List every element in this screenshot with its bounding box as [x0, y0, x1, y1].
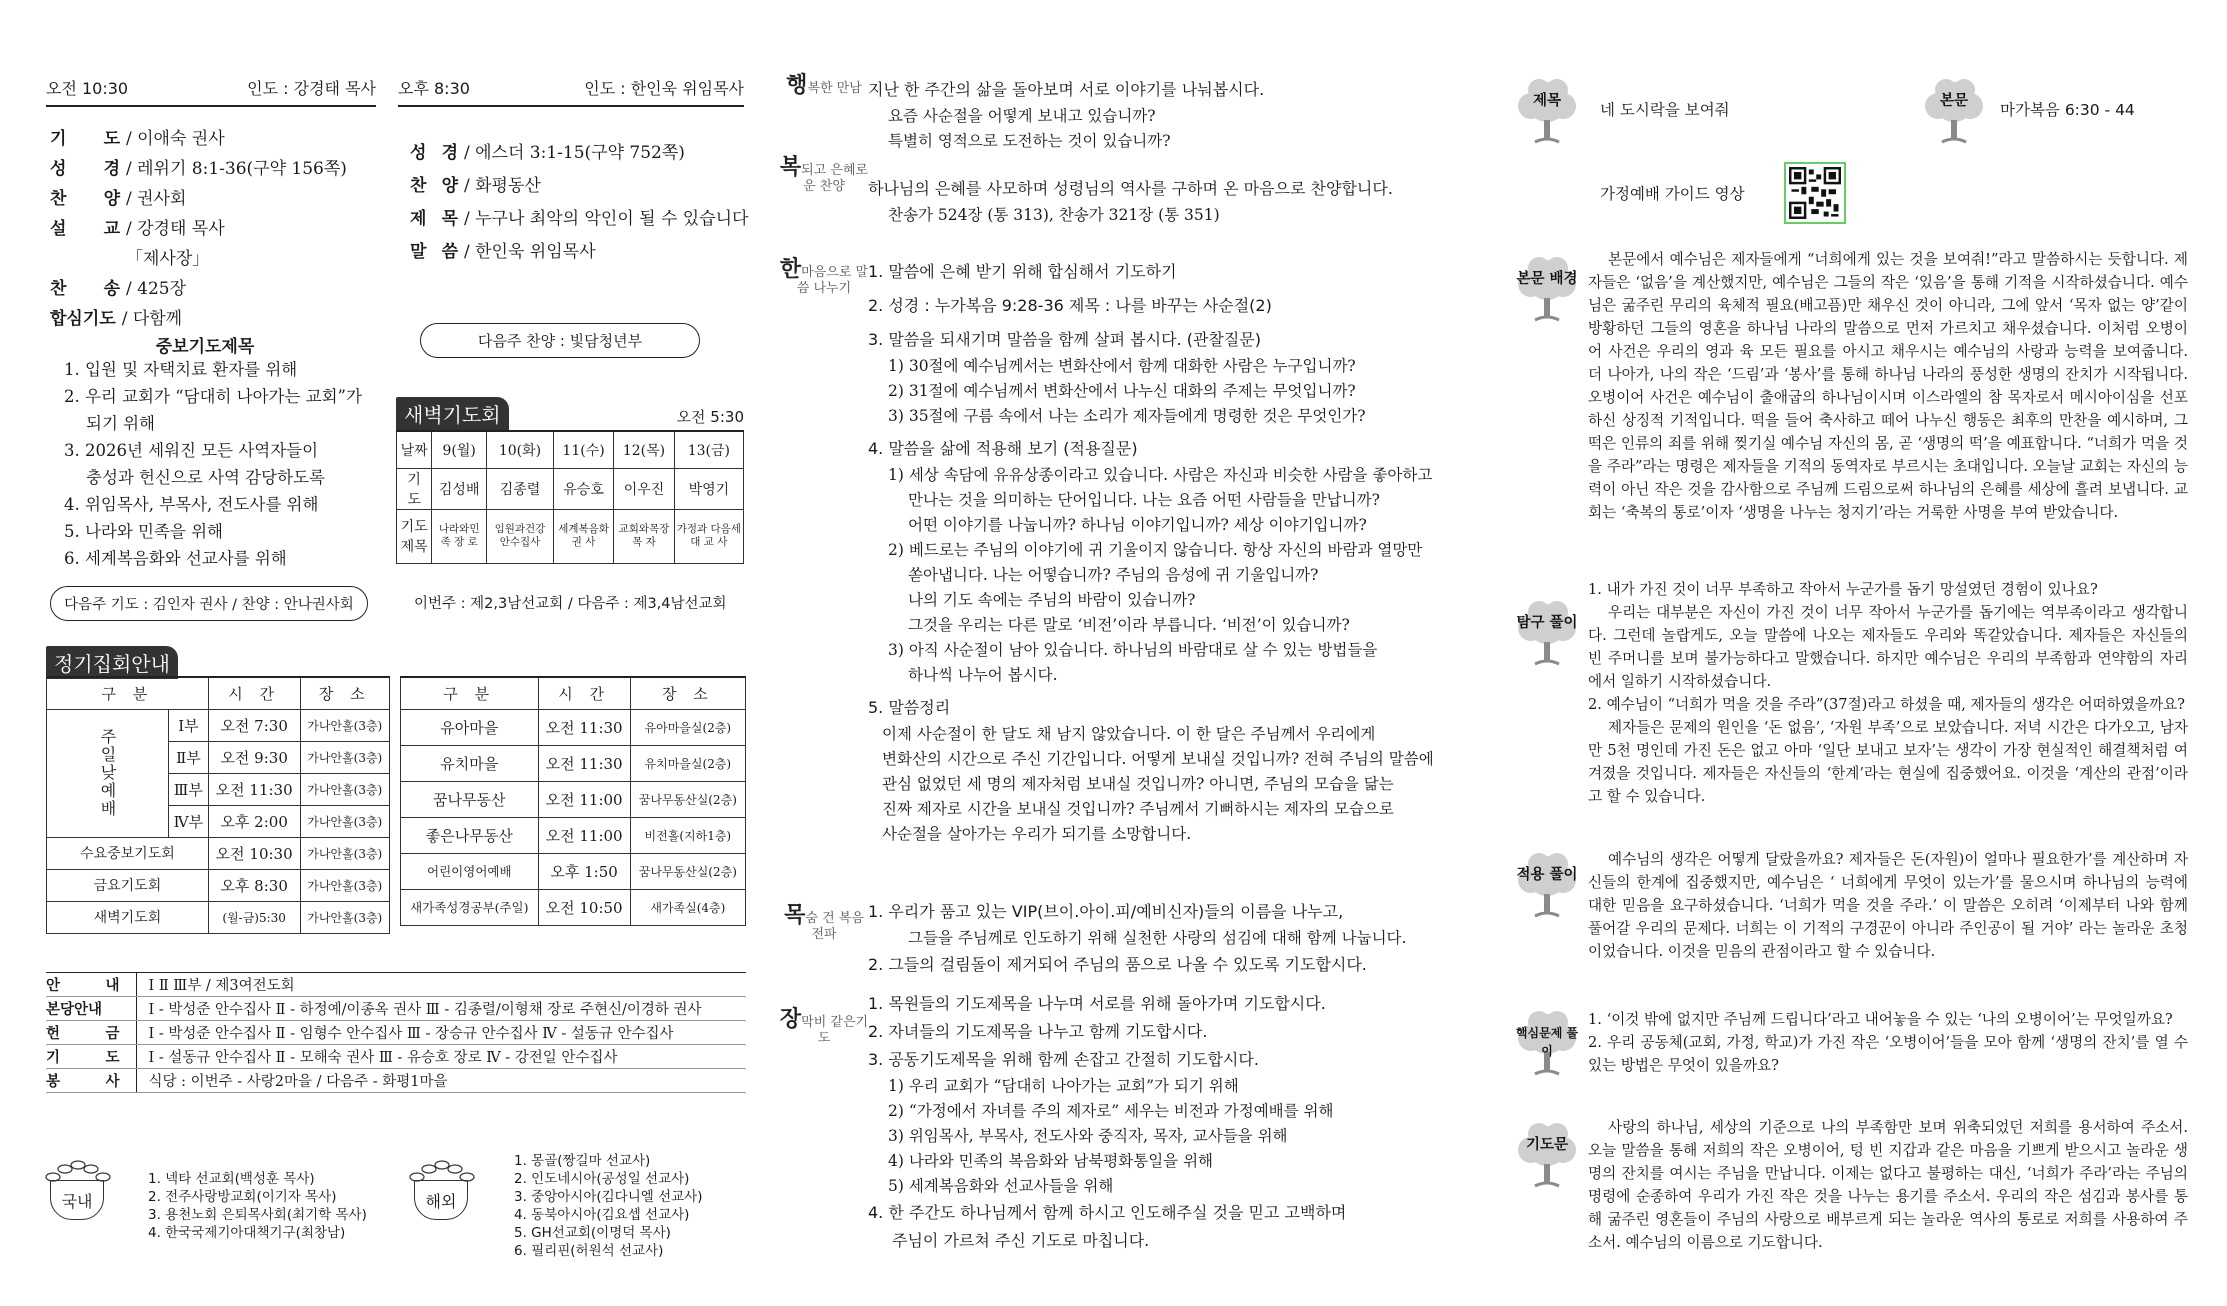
text-line: 1. 우리가 품고 있는 VIP(브이.아이.피/예비신자)들의 이름을 나누고, — [868, 902, 1344, 921]
meeting-table-right — [400, 676, 746, 926]
mission-item: 4. 한국국제기아대책기구(최창남) — [148, 1225, 346, 1241]
worship-row — [50, 154, 380, 184]
explore-text — [1588, 578, 2188, 808]
text-line: 하나님의 은혜를 사모하며 성령님의 역사를 구하며 온 마음으로 찬양합니다. — [868, 179, 1393, 198]
core-paragraph: 1. ‘이것 밖에 없지만 주님께 드립니다’라고 내어놓을 수 있는 ‘나의 오병이어’는 무엇일까요? — [1588, 1011, 2173, 1028]
worship-value: / 권사회 — [126, 189, 187, 209]
tree-label: 탐구 풀이 — [1516, 615, 1578, 631]
meeting-cell: Ⅲ부 — [169, 773, 209, 805]
text-line: 그들을 주님께로 인도하기 위해 실천한 사랑의 섬김에 대해 함께 나눕니다. — [908, 929, 1407, 947]
service-key: 기 도 — [46, 1045, 136, 1069]
text-line: 5) 세계복음화와 선교사들을 위해 — [888, 1177, 1114, 1195]
am-worship-order — [50, 124, 380, 334]
explore-paragraph: 우리는 대부분은 자신이 가진 것이 너무 작아서 누군가를 돕기에는 역부족이라고 생각합니다. 그런데 놀랍게도, 오늘 말씀에 나오는 제자들도 우리와 똑같았습니다. 제자들은 자신들의 빈 주머니를 보며 불가능하다고 말했습니다. 하지만 예수님은 우리의 부족함과 연약함의 자리에서 일하기 시작하셨습니다. — [1588, 604, 2188, 690]
guide-label: 가정예배 가이드 영상 — [1600, 185, 1745, 203]
text-line: 1) 30절에 예수님께서는 변화산에서 함께 대화한 사람은 누구입니까? — [888, 357, 1356, 375]
text-line: 3. 공동기도제목을 위해 함께 손잡고 간절히 기도합시다. — [868, 1050, 1259, 1069]
overseas-wreath — [414, 1180, 468, 1220]
text-line: 3) 35절에 구름 속에서 나는 소리가 제자들에게 명령한 것은 무엇인가? — [888, 407, 1366, 425]
dawn-section — [396, 397, 744, 564]
meeting-cell: 오후 2:00 — [208, 805, 300, 837]
explore-paragraph: 제자들은 문제의 원인을 ‘돈 없음’, ‘자원 부족’으로 보았습니다. 저녁 시간은 다가오고, 남자만 5천 명인데 가진 돈은 없고 아마 ‘일단 보내고 보자’는 생각이 가장 현실적인 해결책처럼 여겨졌을 것입니다. 제자들은 자신들의 ‘한계’라는 현실에 집중했어요. 이것을 ‘계산의 관점’이라고 할 수 있습니다. — [1588, 719, 2188, 805]
pm-time: 오후 8:30 — [398, 79, 470, 98]
text-line: 사순절을 살아가는 우리가 되기를 소망합니다. — [882, 825, 1192, 843]
tree-label: 제목 — [1532, 93, 1561, 109]
text-line: 만나는 것을 의미하는 단어입니다. 나는 요즘 어떤 사람들을 만납니까? — [908, 491, 1380, 509]
section-word — [868, 258, 1498, 847]
dawn-time: 오전 5:30 — [676, 408, 744, 426]
text-line: 찬송가 524장 (통 313), 찬송가 321장 (통 351) — [888, 206, 1220, 224]
worship-row — [50, 304, 380, 334]
pm-header — [398, 76, 744, 107]
side-label-5: 장막비 같은기도 — [779, 1007, 869, 1046]
worship-value: / 레위기 8:1-36(구약 156쪽) — [126, 159, 347, 179]
text-line: 4) 나라와 민족의 복음화와 남북평화통일을 위해 — [888, 1152, 1214, 1170]
meeting-cell: 꿈나무동산실(2층) — [630, 781, 745, 817]
service-value: Ⅰ - 설동규 안수집사 Ⅱ - 모해숙 권사 Ⅲ - 유승호 장로 Ⅳ - 강전일 안수집사 — [136, 1045, 746, 1069]
meeting-cell: 오전 11:00 — [538, 781, 630, 817]
dawn-pray-cell: 기 도 — [397, 468, 432, 509]
text-line: 2. 자녀들의 기도제목을 나누고 함께 기도합시다. — [868, 1022, 1208, 1041]
text-line: 1) 세상 속담에 유유상종이라고 있습니다. 사람은 자신과 비슷한 사람을 좋아하고 — [888, 466, 1433, 484]
service-key: 봉 사 — [46, 1069, 136, 1093]
next-praise: 다음주 찬양 : 빛담청년부 — [420, 323, 700, 358]
meeting-cell: 새가족실(4층) — [630, 889, 745, 925]
dawn-head-cell: 9(월) — [432, 431, 487, 468]
prayer-text: 사랑의 하나님, 세상의 기준으로 나의 부족함만 보며 위축되었던 저희를 용서하여 주소서. 오늘 말씀을 통해 저희의 작은 오병이어, 텅 빈 지갑과 같은 마음을 기쁘게 받으시고 놀라운 생명의 잔치를 여시는 주님을 만납니다. 이제는 없다고 불평하는 대신, ‘너희가 주라’라는 주님의 명령에 순종하여 우리가 가진 작은 것을 나누는 용기를 주소서. 우리의 작은 섬김과 봉사를 통해 굶주린 영혼들이 주님의 사랑으로 배부르게 되는 놀라운 역사의 통로로 저희를 사용하여 주소서. 예수님의 이름으로 기도합니다. — [1588, 1119, 2188, 1251]
dawn-topic-cell: 나라와민족 장 로 — [432, 509, 487, 563]
text-line: 2. 그들의 걸림돌이 제거되어 주님의 품으로 나올 수 있도록 기도합시다. — [868, 955, 1367, 974]
mission-item: 3. 중앙아시아(김다니엘 선교사) — [514, 1189, 703, 1205]
label-explore — [1515, 600, 1579, 670]
mission-item: 5. GH선교회(이명덕 목사) — [514, 1225, 671, 1241]
dawn-table — [396, 430, 744, 564]
dawn-topic-cell: 가정과 다음세대 교 사 — [674, 509, 743, 563]
worship-key: 말 씀 — [410, 242, 458, 262]
worship-key: 성 경 — [410, 143, 458, 163]
worship-key: 찬 양 — [410, 176, 458, 196]
meeting-cell: 오전 11:30 — [208, 773, 300, 805]
service-value: Ⅰ - 박성준 안수집사 Ⅱ - 하정예/이종옥 권사 Ⅲ - 김종렬/이형채 장로 주현신/이경하 권사 — [136, 997, 746, 1021]
overseas-label: 해외 — [425, 1191, 457, 1211]
meeting-cell: 가나안홀(3층) — [300, 773, 390, 805]
worship-value: / 누구나 최악의 악인이 될 수 있습니다 — [464, 209, 749, 229]
meeting-cell: 유치마을실(2층) — [630, 745, 745, 781]
text-line: 1. 말씀에 은혜 받기 위해 합심해서 기도하기 — [868, 262, 1177, 281]
worship-key: 찬 양 — [50, 189, 120, 209]
meeting-cell: 오후 8:30 — [208, 869, 300, 901]
worship-value: / 강경태 목사 — [126, 219, 225, 239]
text-line: 4. 한 주간도 하나님께서 함께 하시고 인도해주실 것을 믿고 고백하며 — [868, 1203, 1347, 1222]
worship-value: / 한인욱 위임목사 — [464, 242, 596, 262]
meeting-cell: 어린이영어예배 — [401, 853, 539, 889]
core-text — [1588, 1008, 2188, 1077]
meeting-cell: 유아마을실(2층) — [630, 709, 745, 745]
worship-key: 성 경 — [50, 159, 120, 179]
meeting-cell: 오후 1:50 — [538, 853, 630, 889]
worship-row — [50, 244, 380, 274]
text-line: 특별히 영적으로 도전하는 것이 있습니까? — [888, 132, 1171, 150]
sunday-label: 주일낮예배 — [47, 709, 169, 837]
text-line: 주님이 가르쳐 주신 기도로 마칩니다. — [892, 1231, 1150, 1250]
dawn-pray-cell: 이우진 — [614, 468, 674, 509]
text-line: 2) 베드로는 주님의 이야기에 귀 기울이지 않습니다. 항상 자신의 바람과 열망만 — [888, 541, 1423, 559]
worship-value: 「제사장」 — [126, 249, 210, 269]
text-line: 변화산의 시간으로 주신 기간입니다. 어떻게 보내실 것입니까? 전혀 주님의 말씀에 — [882, 750, 1434, 768]
meeting-head-cell: 장 소 — [300, 677, 390, 709]
dawn-pray-cell: 김성배 — [432, 468, 487, 509]
tree-label: 기도문 — [1525, 1137, 1569, 1153]
prayer-item: 충성과 헌신으로 사역 감당하도록 — [86, 468, 325, 487]
dawn-topic-cell: 기도 제목 — [397, 509, 432, 563]
label-prayer — [1515, 1122, 1579, 1192]
mission-item: 1. 몽골(짱길마 선교사) — [514, 1153, 651, 1169]
prayer-title: 중보기도제목 — [155, 337, 255, 357]
pm-worship-order — [410, 137, 750, 269]
text-line: 4. 말씀을 삶에 적용해 보기 (적용질문) — [868, 439, 1138, 458]
prayer-item: 2. 우리 교회가 “담대히 나아가는 교회”가 — [64, 387, 362, 406]
text-line: 진짜 제자로 시간을 보내실 것입니까? 주님께서 기뻐하시는 제자의 모습으로 — [882, 800, 1394, 818]
meeting-cell: 유치마을 — [401, 745, 539, 781]
service-key: 헌 금 — [46, 1021, 136, 1045]
worship-value: / 화평동산 — [464, 176, 541, 196]
tree-label: 핵심문제 풀이 — [1515, 1026, 1579, 1058]
text-line: 1. 목원들의 기도제목을 나누며 서로를 위해 돌아가며 기도합시다. — [868, 994, 1326, 1013]
tree-icon — [1515, 852, 1579, 922]
service-table — [46, 972, 746, 1093]
mission-item: 2. 전주사랑방교회(이기자 목사) — [148, 1189, 337, 1205]
label-title — [1515, 78, 1579, 148]
dawn-head-cell: 10(화) — [487, 431, 554, 468]
worship-key: 기 도 — [50, 129, 120, 149]
meeting-cell: 가나안홀(3층) — [300, 869, 390, 901]
dawn-pray-cell: 유승호 — [553, 468, 613, 509]
mission-item: 6. 필리핀(허원석 선교사) — [514, 1243, 664, 1259]
leaf-icon — [43, 1157, 113, 1185]
meeting-cell: 가나안홀(3층) — [300, 901, 390, 933]
tree-label: 본문 배경 — [1516, 271, 1578, 287]
meeting-cell: 좋은나무동산 — [401, 817, 539, 853]
prayer-item: 3. 2026년 세워진 모든 사역자들이 — [64, 441, 319, 460]
meeting-cell: Ⅰ부 — [169, 709, 209, 741]
text-line: 2) “가정에서 자녀를 주의 제자로” 세우는 비전과 가정예배를 위해 — [888, 1102, 1334, 1120]
section-praise — [868, 175, 1498, 228]
mission-item: 4. 동북아시아(김요셉 선교사) — [514, 1207, 690, 1223]
service-key: 안 내 — [46, 973, 136, 997]
text-line: 나의 기도 속에는 주님의 바람이 있습니까? — [908, 591, 1196, 609]
text-line: 관심 없었던 세 명의 제자처럼 보내실 것입니까? 아니면, 주님의 모습을 닮는 — [882, 775, 1394, 793]
text-line: 3. 말씀을 되새기며 말씀을 함께 살펴 봅시다. (관찰질문) — [868, 330, 1262, 349]
dawn-head-cell: 날짜 — [397, 431, 432, 468]
meeting-cell: 오전 10:30 — [208, 837, 300, 869]
worship-value: / 이애숙 권사 — [126, 129, 225, 149]
meeting-cell: 오전 10:50 — [538, 889, 630, 925]
mission-item: 2. 인도네시아(공성일 선교사) — [514, 1171, 690, 1187]
meeting-cell: 새벽기도회 — [47, 901, 209, 933]
meeting-cell: 새가족성경공부(주일) — [401, 889, 539, 925]
text-line: 5. 말씀정리 — [868, 698, 951, 717]
meeting-head-cell: 장 소 — [630, 677, 745, 709]
prayer-item: 6. 세계복음화와 선교사를 위해 — [64, 549, 287, 568]
side-label-4: 목숨 건 복음전파 — [784, 903, 864, 942]
mission-item: 1. 넥타 선교회(백성훈 목사) — [148, 1171, 315, 1187]
worship-value: / 다함께 — [121, 309, 183, 329]
prayer-list — [64, 356, 374, 572]
tree-icon — [1515, 256, 1579, 326]
worship-value: / 425장 — [126, 279, 187, 299]
worship-row — [410, 203, 750, 236]
dawn-pray-cell: 박영기 — [674, 468, 743, 509]
sermon-text: 마가복음 6:30 - 44 — [2000, 101, 2135, 119]
text-line: 요즘 사순절을 어떻게 보내고 있습니까? — [888, 107, 1156, 125]
worship-row — [50, 184, 380, 214]
worship-row — [410, 236, 750, 269]
text-line: 이제 사순절이 한 달도 채 남지 않았습니다. 이 한 달은 주님께서 우리에게 — [882, 725, 1376, 743]
meeting-cell: Ⅱ부 — [169, 741, 209, 773]
side-label-3: 한마음으로 말씀 나누기 — [779, 257, 869, 296]
service-value: 식당 : 이번주 - 사랑2마을 / 다음주 - 화평1마을 — [136, 1069, 746, 1093]
tree-label: 본문 — [1939, 93, 1968, 109]
section-fellowship — [868, 76, 1498, 154]
sermon-title: 네 도시락을 보여줘 — [1600, 101, 1730, 119]
meeting-cell: 오전 9:30 — [208, 741, 300, 773]
service-value: Ⅰ Ⅱ Ⅲ부 / 제3여전도회 — [136, 973, 746, 997]
text-line: 그것을 우리는 다른 말로 ‘비전’이라 부릅니다. ‘비전’이 있습니까? — [908, 616, 1350, 634]
domestic-wreath — [50, 1180, 104, 1220]
label-core — [1515, 1010, 1579, 1080]
worship-value: / 에스더 3:1-15(구약 752쪽) — [464, 143, 685, 163]
leaf-icon — [407, 1157, 477, 1185]
dawn-head-cell: 12(목) — [614, 431, 674, 468]
meeting-title: 정기집회안내 — [46, 646, 178, 679]
mission-item: 3. 용천노회 은퇴목사회(최기학 목사) — [148, 1207, 367, 1223]
worship-row — [50, 274, 380, 304]
text-line: 3) 아직 사순절이 남아 있습니다. 하나님의 바람대로 살 수 있는 방법들을 — [888, 641, 1378, 659]
dawn-head-cell: 13(금) — [674, 431, 743, 468]
text-line: 하나씩 나누어 봅시다. — [908, 666, 1058, 684]
text-line: 2) 31절에 예수님께서 변화산에서 나누신 대화의 주제는 무엇입니까? — [888, 382, 1356, 400]
domestic-missions — [148, 1170, 408, 1242]
service-key: 본당안내 — [46, 997, 136, 1021]
worship-key: 찬 송 — [50, 279, 120, 299]
meeting-cell: 수요중보기도회 — [47, 837, 209, 869]
text-line: 지난 한 주간의 삶을 돌아보며 서로 이야기를 나눠봅시다. — [868, 80, 1265, 99]
meeting-head-cell: 구 분 — [401, 677, 539, 709]
tree-icon — [1922, 78, 1986, 148]
side-label-1: 행복한 만남 — [786, 73, 862, 98]
meeting-head-cell: 시 간 — [538, 677, 630, 709]
meeting-cell: 유아마을 — [401, 709, 539, 745]
side-label-2: 복되고 은혜로운 찬양 — [779, 155, 869, 194]
meeting-cell: 가나안홀(3층) — [300, 741, 390, 773]
dawn-topic-cell: 교회와목장 목 자 — [614, 509, 674, 563]
dawn-next: 이번주 : 제2,3남선교회 / 다음주 : 제3,4남선교회 — [414, 596, 727, 612]
section-prayer — [868, 990, 1498, 1255]
tree-icon — [1515, 1122, 1579, 1192]
meeting-cell: 가나안홀(3층) — [300, 709, 390, 741]
worship-key: 합심기도 — [50, 309, 116, 329]
core-paragraph: 2. 우리 공동체(교회, 가정, 학교)가 가진 작은 ‘오병이어’들을 모아 함께 ‘생명의 잔치’를 열 수 있는 방법은 무엇이 있을까요? — [1588, 1034, 2188, 1074]
worship-row — [50, 214, 380, 244]
meeting-table-left — [46, 676, 390, 934]
section-evangelism — [868, 898, 1498, 979]
meeting-cell: 금요기도회 — [47, 869, 209, 901]
meeting-cell: Ⅳ부 — [169, 805, 209, 837]
overseas-missions — [514, 1152, 754, 1260]
text-line: 어떤 이야기를 나눕니까? 하나님 이야기입니까? 세상 이야기입니까? — [908, 516, 1367, 534]
explore-paragraph: 2. 예수님이 “너희가 먹을 것을 주라”(37절)라고 하셨을 때, 제자들의 생각은 어떠하였을까요? — [1588, 696, 2185, 713]
worship-key: 설 교 — [50, 219, 120, 239]
am-time: 오전 10:30 — [46, 79, 129, 98]
meeting-cell: 오전 7:30 — [208, 709, 300, 741]
meeting-head-cell: 구 분 — [47, 677, 209, 709]
tree-label: 적용 풀이 — [1516, 867, 1578, 883]
meeting-cell: 오전 11:00 — [538, 817, 630, 853]
dawn-topic-cell: 세계복음화 권 사 — [553, 509, 613, 563]
background-text: 본문에서 예수님은 제자들에게 “너희에게 있는 것을 보여줘!”라고 말씀하시는 듯합니다. 제자들은 ‘없음’을 계산했지만, 예수님은 그들의 작은 ‘있음’을 통해 기적을 시작하셨습니다. 예수님은 굶주린 무리의 육체적 필요(배고픔)만 채우신 것이 아니라, 그에 앞서 ‘목자 없는 양’같이 방황하던 그들의 영혼을 하나님 나라의 말씀으로 먼저 가르치고 채우셨습니다. 이처럼 오병이어 사건은 우리의 영과 육 모든 필요를 아시고 채우시는 예수님의 사랑과 능력을 보여줍니다. 더 나아가, 나의 작은 ‘드림’과 ‘봉사’를 통해 하나님 나라의 풍성한 생명의 잔치가 시작됩니다. 오병이어 사건은 예수님이 출애굽의 하나님이시며 이스라엘의 참 목자로서 메시아이심을 선포하신 상징적 기적입니다. 떡을 들어 축사하고 떼어 나누신 행동은 최후의 만찬을 예시하며, 그 떡은 인류의 죄를 위해 찢기실 예수님 자신의 몸, 곧 ‘생명의 떡’을 예표합니다. “너희가 먹을 것을 주라”라는 명령은 제자들을 기적의 동역자로 부르시는 초대입니다. 오늘날 교회는 자신의 능력이 아닌 작은 것을 감사함으로 주님께 드림으로써 하나님의 은혜를 세상에 흘려 보냅니다. 교회는 ‘축복의 통로’이자 ‘생명을 나누는 청지기’라는 거룩한 사명을 부여 받았습니다. — [1588, 251, 2188, 521]
text-line: 쏟아냅니다. 나는 어떻습니까? 주님의 음성에 귀 기울입니까? — [908, 566, 1319, 584]
dawn-head-cell: 11(수) — [553, 431, 613, 468]
meeting-cell: 가나안홀(3층) — [300, 805, 390, 837]
worship-row — [410, 137, 750, 170]
am-header — [46, 76, 376, 107]
text-line: 2. 성경 : 누가복음 9:28-36 제목 : 나를 바꾸는 사순절(2) — [868, 296, 1272, 315]
label-apply — [1515, 852, 1579, 922]
am-leader: 인도 : 강경태 목사 — [247, 79, 376, 98]
apply-text: 예수님의 생각은 어떻게 달랐을까요? 제자들은 돈(자원)이 얼마나 필요한가’를 계산하며 자신들의 한계에 집중했지만, 예수님은 ‘ 너희에게 무엇이 있는가’를 물으시며 하나님의 능력에 대한 믿음을 요구하셨습니다. ‘너희가 먹을 것을 주라.’ 이 말씀은 오히려 ‘이제부터 나와 함께 풀어갈 우리의 문제다. 너희는 이 기적의 구경꾼이 아니라 주인공이 될 거야’ 라는 놀라운 초청이었습니다. 이것을 믿음의 관점이라고 할 수 있습니다. — [1588, 851, 2188, 960]
prayer-item: 1. 입원 및 자택치료 환자를 위해 — [64, 360, 298, 379]
worship-row — [50, 124, 380, 154]
pm-leader: 인도 : 한인욱 위임목사 — [584, 79, 744, 98]
prayer-item: 되기 위해 — [86, 414, 156, 433]
meeting-cell: 오전 11:30 — [538, 745, 630, 781]
service-value: Ⅰ - 박성준 안수집사 Ⅱ - 임형수 안수집사 Ⅲ - 장승규 안수집사 Ⅳ - 설동규 안수집사 — [136, 1021, 746, 1045]
tree-icon — [1515, 78, 1579, 148]
label-background — [1515, 256, 1579, 326]
text-line: 3) 위임목사, 부목사, 전도사와 중직자, 목자, 교사들을 위해 — [888, 1127, 1288, 1145]
meeting-cell: 꿈나무동산 — [401, 781, 539, 817]
meeting-section — [46, 646, 746, 679]
prayer-item: 4. 위임목사, 부목사, 전도사를 위해 — [64, 495, 319, 514]
meeting-cell: 꿈나무동산실(2층) — [630, 853, 745, 889]
next-prayer: 다음주 기도 : 김인자 권사 / 찬양 : 안나권사회 — [50, 586, 368, 621]
meeting-head-cell: 시 간 — [208, 677, 300, 709]
qr-code-icon[interactable] — [1784, 162, 1846, 224]
label-text — [1922, 78, 1986, 148]
worship-key: 제 목 — [410, 209, 458, 229]
dawn-pray-cell: 김종렬 — [487, 468, 554, 509]
meeting-cell: 비전홀(지하1층) — [630, 817, 745, 853]
explore-paragraph: 1. 내가 가진 것이 너무 부족하고 작아서 누군가를 돕기 망설였던 경험이 있나요? — [1588, 581, 2098, 598]
prayer-item: 5. 나라와 민족을 위해 — [64, 522, 223, 541]
text-line: 1) 우리 교회가 “담대히 나아가는 교회”가 되기 위해 — [888, 1077, 1239, 1095]
meeting-cell: 오전 11:30 — [538, 709, 630, 745]
domestic-label: 국내 — [61, 1191, 93, 1211]
tree-icon — [1515, 600, 1579, 670]
dawn-topic-cell: 임원과건강 안수집사 — [487, 509, 554, 563]
meeting-cell: (월-금)5:30 — [208, 901, 300, 933]
dawn-title: 새벽기도회 — [396, 397, 509, 430]
worship-row — [410, 170, 750, 203]
meeting-cell: 가나안홀(3층) — [300, 837, 390, 869]
